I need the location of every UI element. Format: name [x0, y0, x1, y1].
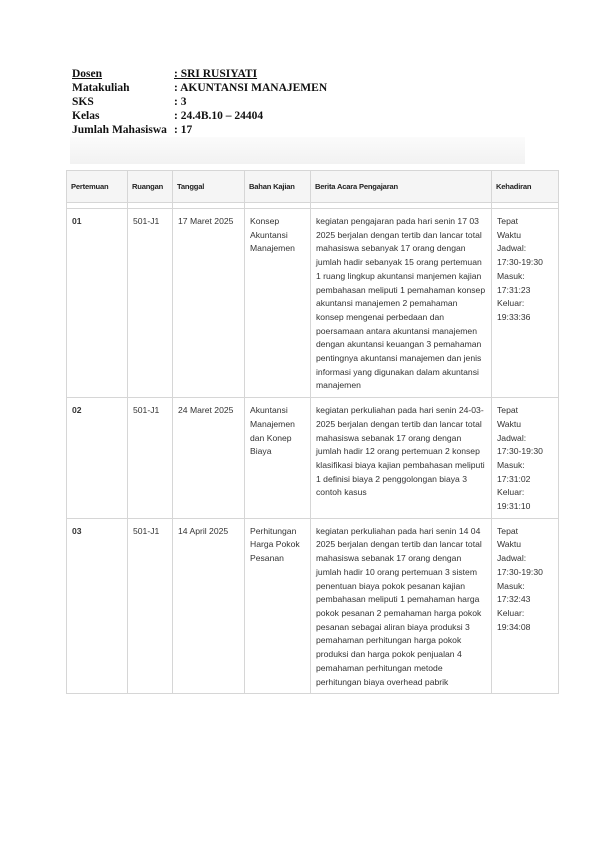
kehadiran-line: Waktu: [497, 539, 522, 550]
ruangan-cell: 501-J1: [128, 398, 173, 519]
kehadiran-line: Tepat: [497, 216, 519, 226]
matakuliah-value: : AKUNTANSI MANAJEMEN: [174, 82, 328, 94]
jumlah-mahasiswa-value: : 17: [174, 124, 193, 136]
sks-label: SKS: [72, 96, 94, 108]
sks-value: : 3: [174, 96, 187, 108]
ruangan-cell: 501-J1: [128, 518, 173, 693]
col-header-berita-acara: Berita Acara Pengajaran: [311, 171, 492, 203]
pertemuan-cell: 01: [67, 209, 128, 398]
kehadiran-line: 17:30-19:30: [497, 446, 543, 457]
kehadiran-line: Jadwal:: [497, 243, 527, 254]
kehadiran-line: Jadwal:: [497, 432, 527, 443]
kelas-value: : 24.4B.10 – 24404: [174, 110, 264, 122]
header-row-jumlah: [72, 123, 327, 137]
col-header-kehadiran: Kehadiran: [492, 171, 559, 203]
header-shade-band: [70, 137, 525, 164]
table-row: [67, 518, 559, 693]
matakuliah-label: Matakuliah: [72, 82, 130, 94]
kehadiran-line: 17:30-19:30: [497, 566, 543, 577]
header-row-sks: [72, 95, 327, 109]
col-header-pertemuan: Pertemuan: [67, 171, 128, 203]
header-row-dosen: [72, 67, 327, 81]
col-header-ruangan: Ruangan: [128, 171, 173, 203]
bahan-kajian-cell: Akuntansi Manajemen dan Konep Biaya: [245, 398, 311, 519]
dosen-value: : SRI RUSIYATI: [174, 68, 258, 80]
kehadiran-line: Keluar:: [497, 298, 525, 309]
kehadiran-line: Masuk:: [497, 459, 525, 470]
kehadiran-line: 19:33:36: [497, 311, 531, 322]
berita-acara-cell: kegiatan perkuliahan pada hari senin 14 04 2025 berjalan dengan tertib dan lancar total mahasiswa sebanak 17 orang dengan jumlah hadir 10 orang pertemuan 3 sistem penentuan biaya pokok pesanan kajian pembahasan meliputi 1 pemahaman harga pokok pesanan 2 pemahaman harga pokok pesanan sebagai aliran biaya produksi 3 pemahaman perhitungan harga pokok produksi dan harga pokok penjualan 4 pemahaman perhitungan metode perhitungan biaya overhead pabrik: [311, 518, 492, 693]
berita-acara-cell: kegiatan pengajaran pada hari senin 17 03 2025 berjalan dengan tertib dan lancar total mahasiswa sebanyak 17 orang dengan jumlah hadir sebanyak 15 orang pertemuan 1 ruang lingkup akuntansi manjemen kajian pembahasan meliputi 1 pemahaman konsep akuntansi manajemen 2 pemahaman konsep mengenai perbedaan dan poersamaan antara akuntansi manajemen dengan akuntansi keuangan 3 pemahaman pentingnya akuntansi manajemen dan jenis informasi yang digunakan dalam akuntansi manajemen: [311, 209, 492, 398]
kehadiran-line: Jadwal:: [497, 553, 527, 564]
course-header: [72, 67, 327, 137]
col-header-tanggal: Tanggal: [173, 171, 245, 203]
tanggal-cell: 24 Maret 2025: [173, 398, 245, 519]
teaching-log-table: [66, 170, 559, 694]
bahan-kajian-cell: Perhitungan Harga Pokok Pesanan: [245, 518, 311, 693]
pertemuan-cell: 02: [67, 398, 128, 519]
kehadiran-cell: [492, 518, 559, 693]
table-header-row: [67, 171, 559, 203]
kelas-label: Kelas: [72, 110, 100, 122]
tanggal-cell: 14 April 2025: [173, 518, 245, 693]
header-row-kelas: [72, 109, 327, 123]
bahan-kajian-cell: Konsep Akuntansi Manajemen: [245, 209, 311, 398]
kehadiran-line: 19:31:10: [497, 501, 531, 512]
kehadiran-line: Keluar:: [497, 607, 525, 618]
kehadiran-cell: [492, 209, 559, 398]
ruangan-cell: 501-J1: [128, 209, 173, 398]
tanggal-cell: 17 Maret 2025: [173, 209, 245, 398]
kehadiran-cell: [492, 398, 559, 519]
table-row: [67, 209, 559, 398]
col-header-bahan-kajian: Bahan Kajian: [245, 171, 311, 203]
kehadiran-line: 17:30-19:30: [497, 257, 543, 268]
jumlah-mahasiswa-label: Jumlah Mahasiswa: [72, 124, 167, 136]
kehadiran-line: Keluar:: [497, 487, 525, 498]
kehadiran-line: Tepat: [497, 525, 519, 536]
kehadiran-line: 17:31:23: [497, 284, 531, 295]
header-row-matakuliah: [72, 81, 327, 95]
kehadiran-line: 17:31:02: [497, 473, 531, 484]
kehadiran-line: Waktu: [497, 229, 522, 240]
kehadiran-line: Masuk:: [497, 580, 525, 591]
kehadiran-line: Waktu: [497, 418, 522, 429]
kehadiran-line: Tepat: [497, 405, 519, 416]
kehadiran-line: 17:32:43: [497, 594, 531, 605]
pertemuan-cell: 03: [67, 518, 128, 693]
kehadiran-line: 19:34:08: [497, 621, 531, 632]
table-row: [67, 398, 559, 519]
dosen-label: Dosen: [72, 68, 103, 80]
kehadiran-line: Masuk:: [497, 270, 525, 281]
berita-acara-cell: kegiatan perkuliahan pada hari senin 24-03-2025 berjalan dengan tertib dan lancar total mahasiswa sebanak 17 orang dengan jumlah hadir 12 orang pertemuan 2 konsep klasifikasi biaya kajian pembahasan meliputi 1 definisi biaya 2 penggolongan biaya 3 contoh kasus: [311, 398, 492, 519]
